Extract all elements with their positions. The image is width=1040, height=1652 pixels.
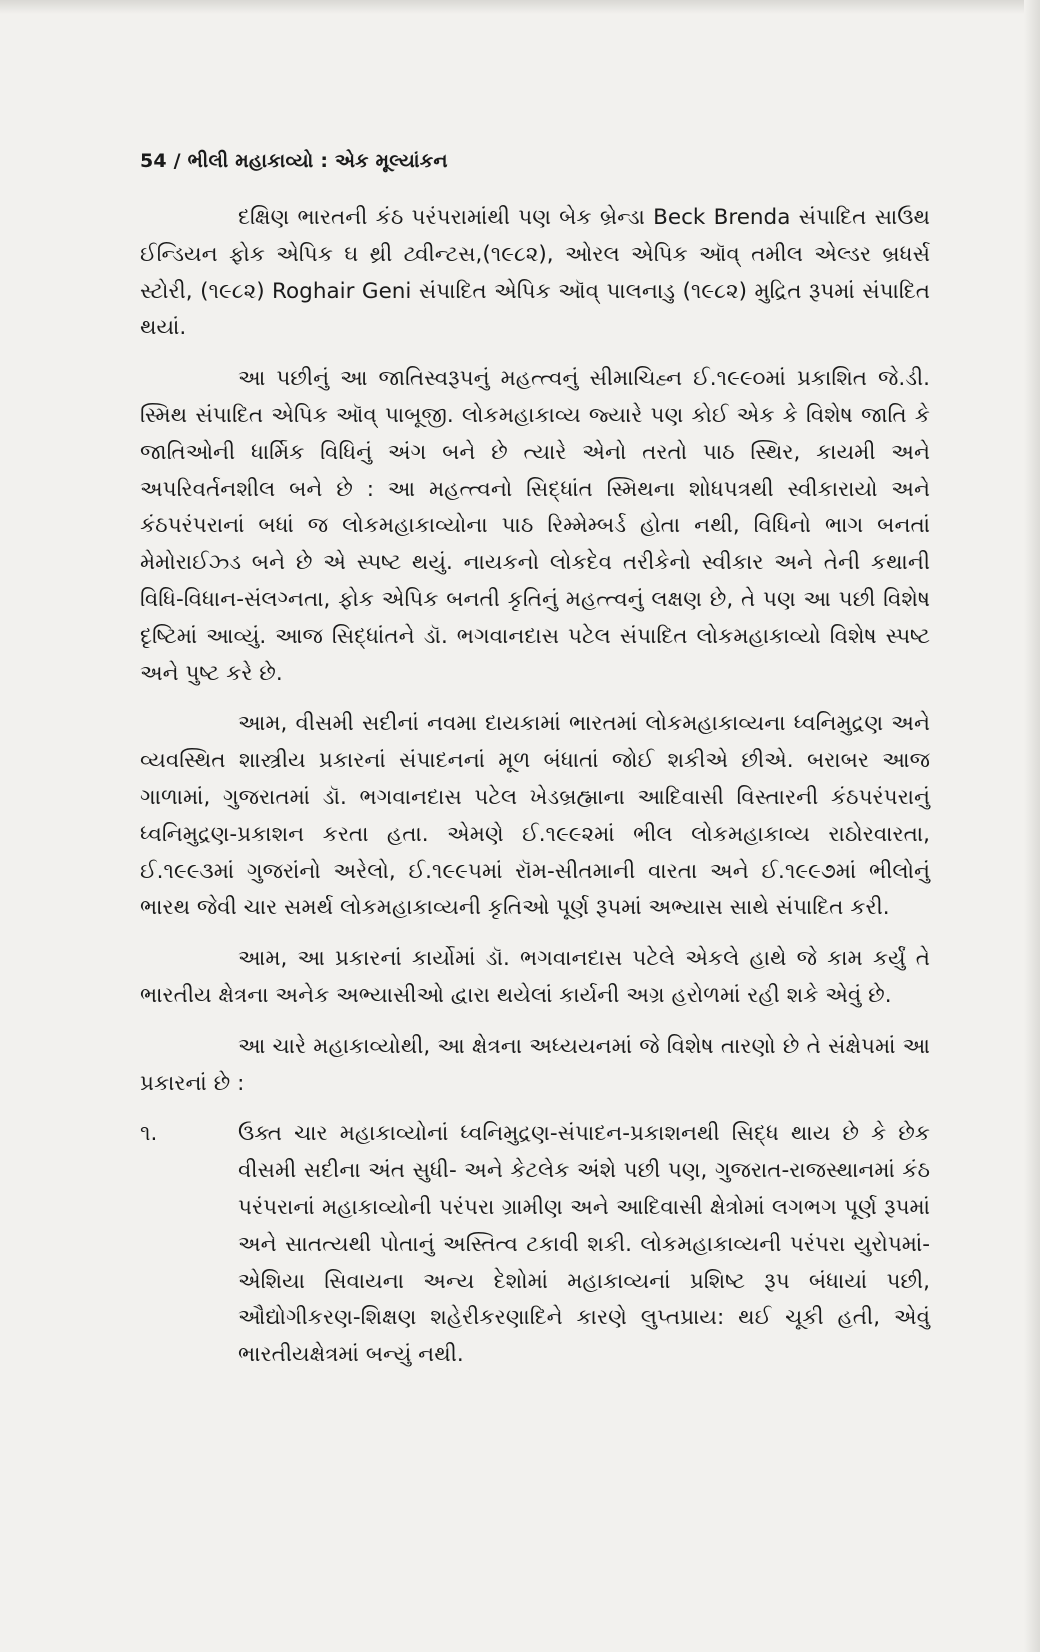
paragraph-2: આ પછીનું આ જાતિસ્વરૂપનું મહત્ત્વનું સીમાચિહ્ન ઈ.૧૯૯૦માં પ્રકાશિત જે.ડી. સ્મિથ સંપાદિત એપિક ઑવ્ પાબૂજી. લોકમહાકાવ્ય જ્યારે પણ કોઈ એક કે વિશેષ જાતિ કે જાતિઓની ધાર્મિક વિધિનું અંગ બને છે ત્યારે એનો તરતો પાઠ સ્થિર, કાયમી અને અપરિવર્તનશીલ બને છે : આ મહત્ત્વનો સિદ્ધાંત સ્મિથના શોધપત્રથી સ્વીકારાયો અને કંઠપરંપરાનાં બધાં જ લોકમહાકાવ્યોના પાઠ રિમ્મેમ્બર્ડ હોતા નથી, વિધિનો ભાગ બનતાં મેમોરાઈઝ્ડ બને છે એ સ્પષ્ટ થયું. નાયકનો લોકદેવ તરીકેનો સ્વીકાર અને તેની કથાની વિધિ-વિધાન-સંલગ્નતા, ફોક એપિક બનતી કૃતિનું મહત્ત્વનું લક્ષણ છે, તે પણ આ પછી વિશેષ દૃષ્ટિમાં આવ્યું. આજ સિદ્ધાંતને ડૉ. ભગવાનદાસ પટેલ સંપાદિત લોકમહાકાવ્યો વિશેષ સ્પષ્ટ અને પુષ્ટ કરે છે.: [140, 366, 930, 686]
list-item-1: [140, 1116, 930, 1374]
paragraph-1: દક્ષિણ ભારતની કંઠ પરંપરામાંથી પણ બેક બ્રેન્ડા Beck Brenda સંપાદિત સાઉથ ઈન્ડિયન ફોક એપિક ઘ થ્રી ટ્વીન્ટસ,(૧૯૮૨), ઓરલ એપિક ઑવ્ તમીલ એલ્ડર બ્રધર્સ સ્ટોરી, (૧૯૮૨) Roghair Geni સંપાદિત એપિક ઑવ્ પાલનાડુ (૧૯૮૨) મુદ્રિત રૂપમાં સંપાદિત થયાં.: [140, 205, 930, 341]
list-item-text: ઉક્ત ચાર મહાકાવ્યોનાં ધ્વનિમુદ્રણ-સંપાદન-પ્રકાશનથી સિદ્ધ થાય છે કે છેક વીસમી સદીના અંત સુધી- અને કેટલેક અંશે પછી પણ, ગુજરાત-રાજસ્થાનમાં કંઠ પરંપરાનાં મહાકાવ્યોની પરંપરા ગ્રામીણ અને આદિવાસી ક્ષેત્રોમાં લગભગ પૂર્ણ રૂપમાં અને સાતત્યથી પોતાનું અસ્તિત્વ ટકાવી શકી. લોકમહાકાવ્યની પરંપરા યુરોપમાં-એશિયા સિવાયના અન્ય દેશોમાં મહાકાવ્યનાં પ્રશિષ્ટ રૂપ બંધાયાં પછી, ઔદ્યોગીકરણ-શિક્ષણ શહેરીકરણાદિને કારણે લુપ્તપ્રાય: થઈ ચૂકી હતી, એવું ભારતીયક્ષેત્રમાં બન્યું નથી.: [238, 1121, 930, 1368]
list-item-number: ૧.: [140, 1121, 158, 1147]
paragraph-5: આ ચારે મહાકાવ્યોથી, આ ક્ષેત્રના અધ્યયનમાં જે વિશેષ તારણો છે તે સંક્ષેપમાં આ પ્રકારનાં છે :: [140, 1033, 930, 1096]
page-right-edge: [1024, 0, 1040, 1652]
body-text: [140, 200, 930, 1374]
paragraph-4: આમ, આ પ્રકારનાં કાર્યોમાં ડૉ. ભગવાનદાસ પટેલે એકલે હાથે જે કામ કર્યું તે ભારતીય ક્ષેત્રના અનેક અભ્યાસીઓ દ્વારા થયેલાં કાર્યની અગ્ર હરોળમાં રહી શકે એવું છે.: [140, 946, 930, 1008]
paragraph-3: આમ, વીસમી સદીનાં નવમા દાયકામાં ભારતમાં લોકમહાકાવ્યના ધ્વનિમુદ્રણ અને વ્યવસ્થિત શાસ્ત્રીય પ્રકારનાં સંપાદનનાં મૂળ બંધાતાં જોઈ શકીએ છીએ. બરાબર આજ ગાળામાં, ગુજરાતમાં ડૉ. ભગવાનદાસ પટેલ ખેડબ્રહ્માના આદિવાસી વિસ્તારની કંઠપરંપરાનું ધ્વનિમુદ્રણ-પ્રકાશન કરતા હતા. એમણે ઈ.૧૯૯૨માં ભીલ લોકમહાકાવ્ય રાઠોરવારતા, ઈ.૧૯૯૩માં ગુજરાંનો અરેલો, ઈ.૧૯૯૫માં રૉમ-સીતમાની વારતા અને ઈ.૧૯૯૭માં ભીલોનું ભારથ જેવી ચાર સમર્થ લોકમહાકાવ્યની કૃતિઓ પૂર્ણ રૂપમાં અભ્યાસ સાથે સંપાદિત કરી.: [140, 711, 930, 921]
page-top-edge: [0, 0, 1040, 14]
running-head: 54 / ભીલી મહાકાવ્યો : એક મૂલ્યાંકન: [140, 150, 448, 172]
